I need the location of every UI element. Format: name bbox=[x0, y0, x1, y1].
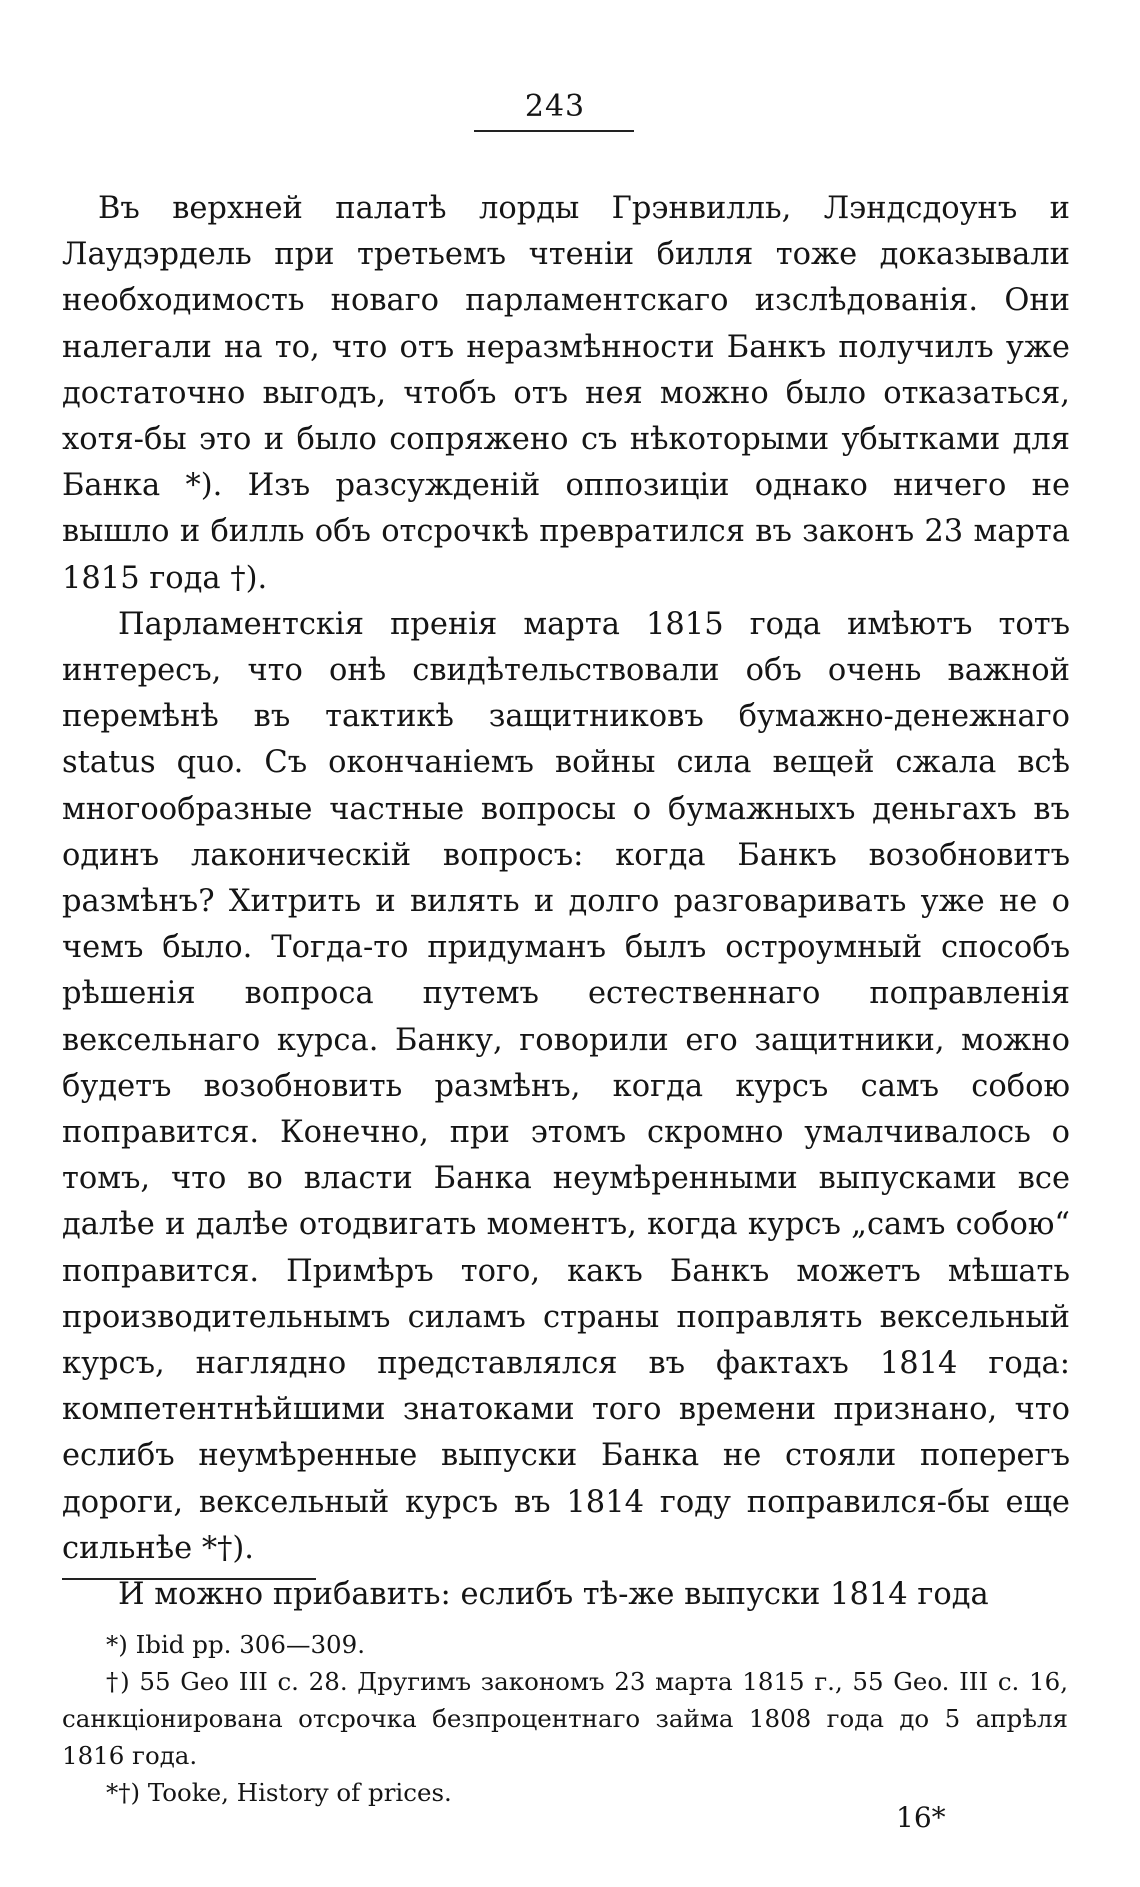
page-number-rule bbox=[474, 130, 634, 132]
paragraph-1: Въ верхней палатѣ лорды Грэнвилль, Лэндсдоунъ и Лаудэрдель при третьемъ чтеніи билля тоже доказывали необходимость новаго парламентскаго изслѣдованія. Они налегали на то, что отъ неразмѣнности Банкъ получилъ уже достаточно выгодъ, чтобъ отъ нея можно было отказаться, хотя-бы это и было сопряжено съ нѣкоторыми убытками для Банка *). Изъ разсужденій оппозиціи однако ничего не вышло и билль объ отсрочкѣ превратился въ законъ 23 марта 1815 года †). bbox=[62, 191, 1070, 596]
footnote-separator bbox=[62, 1578, 316, 1580]
paragraph-3: И можно прибавить: еслибъ тѣ-же выпуски 1814 года bbox=[118, 1577, 989, 1613]
main-text bbox=[62, 186, 1070, 1618]
page-number: 243 bbox=[524, 89, 586, 124]
printer-signature-mark: 16* bbox=[896, 1801, 946, 1834]
footnote-2: †) 55 Geo III c. 28. Другимъ закономъ 23 марта 1815 г., 55 Geo. III c. 16, санкціонирована отсрочка безпроцентнаго займа 1808 года до 5 апрѣля 1816 года. bbox=[62, 1667, 1068, 1770]
paragraph-2: Парламентскія пренія марта 1815 года имѣютъ тотъ интересъ, что онѣ свидѣтельствовали объ очень важной перемѣнѣ въ тактикѣ защитниковъ бумажно-денежнаго status quo. Съ окончаніемъ войны сила вещей сжала всѣ многообразные частные вопросы о бумажныхъ деньгахъ въ одинъ лаконическій вопросъ: когда Банкъ возобновитъ размѣнъ? Хитрить и вилять и долго разговаривать уже не о чемъ было. Тогда-то придуманъ былъ остроумный способъ рѣшенія вопроса путемъ естественнаго поправленія вексельнаго курса. Банку, говорили его защитники, можно будетъ возобновить размѣнъ, когда курсъ самъ собою поправится. Конечно, при этомъ скромно умалчивалось о томъ, что во власти Банка неумѣренными выпусками все далѣе и далѣе отодвигать моментъ, когда курсъ „самъ собою“ поправится. Примѣръ того, какъ Банкъ можетъ мѣшать производительнымъ силамъ страны поправлять вексельный курсъ, наглядно представлялся въ фактахъ 1814 года: компетентнѣйшими знатоками того времени признано, что еслибъ неумѣренные выпуски Банка не стояли поперегъ дороги, вексельный курсъ въ 1814 году поправился-бы еще сильнѣе *†). bbox=[62, 606, 1070, 1566]
footnotes bbox=[62, 1626, 1068, 1811]
footnote-1: *) Ibid pp. 306—309. bbox=[106, 1630, 366, 1659]
footnote-3: *†) Tooke, History of prices. bbox=[106, 1778, 452, 1807]
